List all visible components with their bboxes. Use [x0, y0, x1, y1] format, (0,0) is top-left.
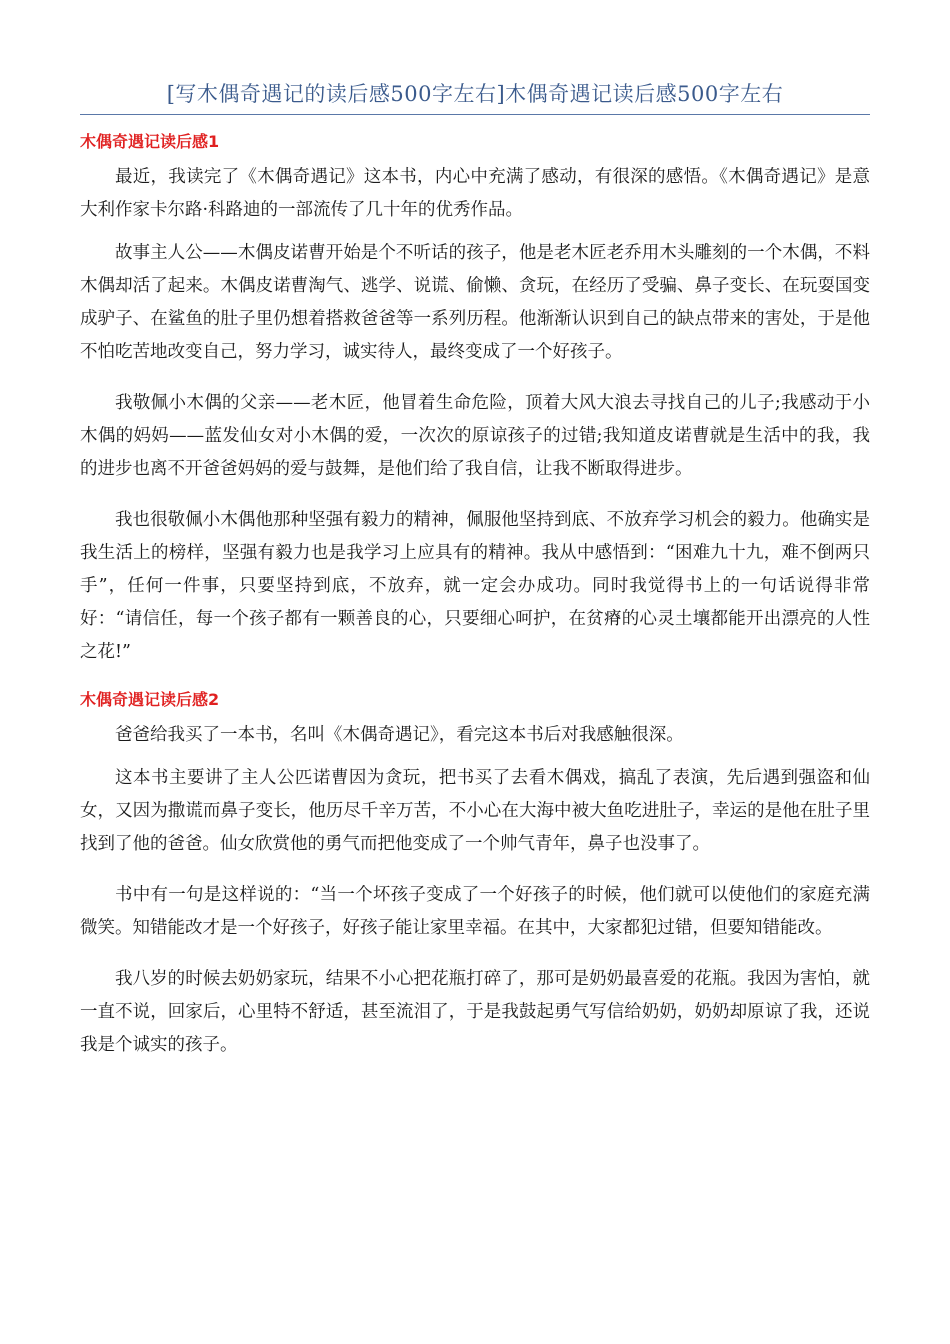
document-title: [写木偶奇遇记的读后感500字左右]木偶奇遇记读后感500字左右 [80, 78, 870, 115]
paragraph: 最近，我读完了《木偶奇遇记》这本书，内心中充满了感动，有很深的感悟。《木偶奇遇记》是意大利作家卡尔路·科路迪的一部流传了几十年的优秀作品。 [80, 167, 870, 220]
section-heading: 木偶奇遇记读后感2 [80, 690, 220, 709]
paragraph: 爸爸给我买了一本书，名叫《木偶奇遇记》，看完这本书后对我感触很深。 [115, 725, 684, 745]
section-1 [80, 129, 870, 669]
paragraph: 书中有一句是这样说的：“当一个坏孩子变成了一个好孩子的时候，他们就可以使他们的家庭充满微笑。知错能改才是一个好孩子，好孩子能让家里幸福。在其中，大家都犯过错，但要知错能改。 [80, 885, 870, 938]
section-heading: 木偶奇遇记读后感1 [80, 132, 220, 151]
document-page [80, 78, 870, 1080]
paragraph: 我八岁的时候去奶奶家玩，结果不小心把花瓶打碎了，那可是奶奶最喜爱的花瓶。我因为害怕，就一直不说，回家后，心里特不舒适，甚至流泪了，于是我鼓起勇气写信给奶奶，奶奶却原谅了我，还说我是个诚实的孩子。 [80, 969, 870, 1055]
paragraph: 我也很敬佩小木偶他那种坚强有毅力的精神，佩服他坚持到底、不放弃学习机会的毅力。他确实是我生活上的榜样，坚强有毅力也是我学习上应具有的精神。我从中感悟到：“困难九十九，难不倒两只手”，任何一件事，只要坚持到底，不放弃，就一定会办成功。同时我觉得书上的一句话说得非常好：“请信任，每一个孩子都有一颗善良的心，只要细心呵护，在贫瘠的心灵土壤都能开出漂亮的人性之花!” [80, 510, 870, 662]
section-2 [80, 687, 870, 1062]
paragraph: 我敬佩小木偶的父亲——老木匠，他冒着生命危险，顶着大风大浪去寻找自己的儿子;我感动于小木偶的妈妈——蓝发仙女对小木偶的爱，一次次的原谅孩子的过错;我知道皮诺曹就是生活中的我，我的进步也离不开爸爸妈妈的爱与鼓舞，是他们给了我自信，让我不断取得进步。 [80, 393, 870, 479]
paragraph: 故事主人公——木偶皮诺曹开始是个不听话的孩子，他是老木匠老乔用木头雕刻的一个木偶，不料木偶却活了起来。木偶皮诺曹淘气、逃学、说谎、偷懒、贪玩，在经历了受骗、鼻子变长、在玩耍国变成驴子、在鲨鱼的肚子里仍想着搭救爸爸等一系列历程。他渐渐认识到自己的缺点带来的害处，于是他不怕吃苦地改变自己，努力学习，诚实待人，最终变成了一个好孩子。 [80, 243, 870, 362]
paragraph: 这本书主要讲了主人公匹诺曹因为贪玩，把书买了去看木偶戏，搞乱了表演，先后遇到强盗和仙女，又因为撒谎而鼻子变长，他历尽千辛万苦，不小心在大海中被大鱼吃进肚子，幸运的是他在肚子里找到了他的爸爸。仙女欣赏他的勇气而把他变成了一个帅气青年，鼻子也没事了。 [80, 768, 870, 854]
